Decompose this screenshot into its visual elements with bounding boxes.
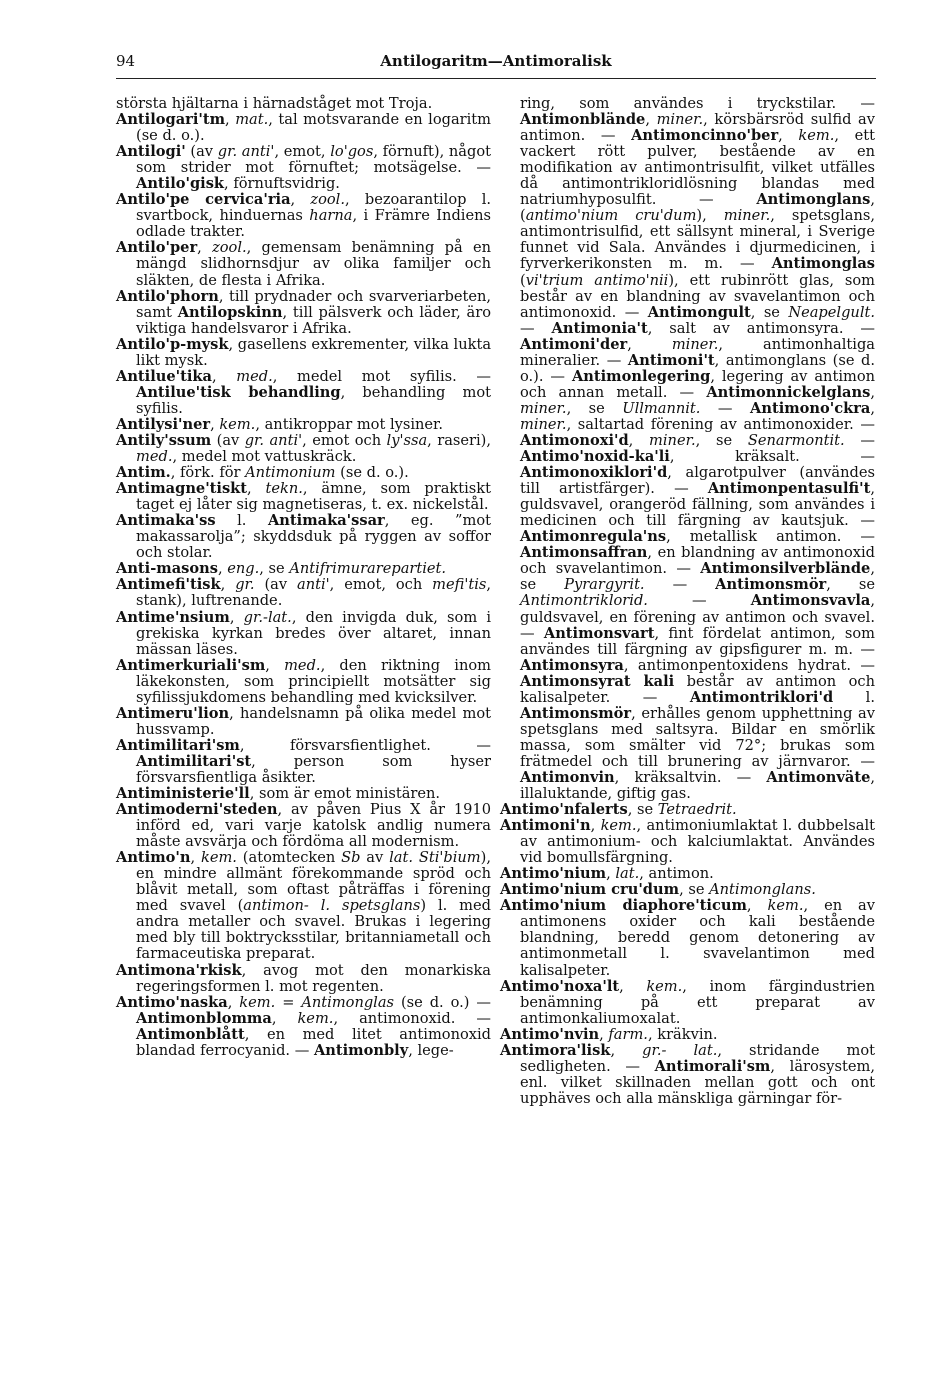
entry-text: ring, som användes i tryckstilar. — [520,95,875,112]
entry-text: , avog mot den monarkiska regeringsformen l. mot regenten. [136,961,491,995]
dictionary-entry [116,706,491,738]
dictionary-entry [500,818,875,866]
headword: Antimonsvavla [750,592,871,610]
entry-text: , [217,560,228,578]
headword: Antim. [116,464,171,482]
entry-text: , person som hyser försvarsfientliga åsikter. [136,752,491,786]
headword: Antilogi' [116,143,186,161]
entry-text: , gemensam benämning på en mängd slidhornsdjur av olika familjer och släkten, de flesta i Afrika. [136,239,491,289]
entry-text: , [627,335,672,353]
dictionary-entry [116,850,491,962]
entry-text: , förnuftsvidrig. [224,175,340,193]
italic-text: med. [236,367,273,385]
headword: Antimoni'n [500,817,591,835]
entry-text: , inom färgindustrien benämning på ett preparat av antimonkaliumoxalat. [520,977,875,1027]
entry-text: l. [215,512,268,530]
headword: Antimonia't [551,319,648,337]
italic-text: kem. [200,849,237,867]
headword: Antimonoxiklori'd [520,464,668,482]
dictionary-entry [116,144,491,192]
entry-text: , [197,239,213,257]
headword: Antimonsaffran [520,544,648,562]
entry-text: , lege- [408,1041,454,1059]
dictionary-entry [116,417,491,433]
italic-text: kem. [767,897,804,915]
headword: Antimo'nium [500,865,607,883]
entry-text: , medel mot vattuskräck. [172,448,357,466]
dictionary-entry [116,112,491,144]
dictionary-entry [116,513,491,561]
entry-text: — [647,592,751,610]
headword: Antilo'pe cervica'ria [116,191,291,209]
entry-text: , se [750,303,789,321]
italic-text: kem. [646,977,683,995]
italic-text: vi'trium antimo'nii [525,271,669,289]
entry-text: , [870,383,875,401]
entry-text: , eg. ”mot makassarolja”; skyddsduk på ryggen av soffor och stolar. [136,512,491,562]
dictionary-entry [116,658,491,706]
italic-text: ly'ssa [386,431,428,449]
italic-text: kem. [297,1009,334,1027]
entry-text: , [645,111,657,129]
entry-text: , emot, [274,143,331,161]
entry-text: , [190,849,201,867]
entry-text: , antimon. [639,865,714,883]
italic-text: miner. [520,415,567,433]
entry-text: , [220,576,236,594]
entry-text: , [606,865,616,883]
entry-text: , av påven Pius X år 1910 införd ed, vari varje katolsk andlig numera måste avsvärja och fördöma all modernism. [136,801,491,851]
entry-text: , kräksalt. — [669,448,875,466]
headword: Antimonregula'ns [520,528,667,546]
italic-text: Ullmannit. [622,399,701,417]
italic-text: miner. [723,207,771,225]
headword: Antimonsilverblände [700,560,871,578]
italic-text: Antimonglas [301,993,395,1011]
headword: Antilogari'tm [116,111,226,129]
italic-text: eng. [227,560,260,578]
entry-text: , emot, och [329,576,433,594]
dictionary-entry [116,786,491,802]
entry-text: , [628,431,650,449]
entry-text: , antikroppar mot lysiner. [255,415,444,433]
entry-text: , se [695,431,748,449]
entry-text: , spetsglans, antimontrisulfid, ett sällsynt mineral, i Sverige funnet vid Sala. Användes i djurmedicinen, i fyrverkerikonsten m. m. — [520,207,875,273]
entry-text: — [520,319,552,337]
dictionary-entry [116,963,491,995]
headword: Antimono'ckra [750,399,871,417]
entry-text: , [229,608,244,626]
italic-text: anti' [297,576,330,594]
italic-text: mefi'tis [432,576,487,594]
italic-text: Antifrimurarepartiet. [289,560,447,578]
headword: Antimonblände [520,111,646,129]
dictionary-entry [116,577,491,609]
entry-text: , till pälsverk och läder, äro viktiga handelsvaror i Afrika. [136,303,491,337]
entry-text: , [778,127,799,145]
headword: Antimilitari'sm [116,736,240,754]
entry-text: , [210,415,220,433]
italic-text: Tetraedrit. [657,801,737,819]
headword: Antimo'nium diaphore'ticum [500,897,747,915]
entry-text: — [700,399,751,417]
entry-text: består av antimon och kalisalpeter. — [520,672,875,706]
headword: Antimilitari'st [136,752,252,770]
headword: Antilo'p-mysk [116,335,229,353]
headword: Antilysi'ner [116,415,211,433]
entry-text: , den invigda duk, som i grekiska kyrkan bredes över altaret, innan mässan läses. [136,608,491,658]
entry-text: , raseri), [427,431,492,449]
headword: Antimo'n [116,849,191,867]
headword: Anti-masons [116,560,218,578]
italic-text: gr.-lat. [243,608,292,626]
italic-text: med. [136,448,173,466]
entry-text: , förk. för [170,464,246,482]
italic-text: zool. [310,191,345,209]
headword: Antimaka'ss [116,512,216,530]
entry-text: , en av antimonens oxider och kali bestående blandning, beredd genom detonering av antimonmetall l. svavelantimon med kalisalpeter. [520,897,875,979]
headword: Antimontriklori'd [689,688,834,706]
headword: Antimo'nvin [500,1025,600,1043]
entry-text: , metallisk antimon. — [666,528,875,546]
entry-text: , se [259,560,290,578]
entry-text: , medel mot syfilis. — [272,367,491,385]
headword: Antimona'rkisk [116,961,242,979]
entry-text: , guldsvavel, orangeröd fällning, som användes i medicinen och till färgning av kautsjuk. — [520,480,875,530]
headword: Antimo'nfalerts [500,801,628,819]
entry-text: , kräksaltvin. — [614,768,767,786]
entry-text: , stank), luftrenande. [136,576,492,610]
italic-text: gr.- lat. [642,1041,718,1059]
italic-text: kem. [219,415,256,433]
entry-text: , guldsvavel, en förening av antimon och svavel. — [520,592,875,642]
entry-text: , en med litet antimonoxid blandad ferrocyanid. — [136,1025,491,1059]
headword: Antilopskinn [177,303,283,321]
italic-text: gr. anti' [244,431,303,449]
headword: Antilue'tisk behandling [136,383,341,401]
entry-text: , illaluktande, giftig gas. [520,768,875,803]
italic-text: antimo'nium cru'dum [525,207,697,225]
entry-text: , som är emot ministären. [249,785,441,803]
italic-text: miner. [671,335,719,353]
entry-text: (atomtecken [236,849,342,867]
entry-text: , [227,993,240,1011]
headword: Antimo'naska [116,993,228,1011]
entry-text: , emot och [302,431,387,449]
headword: Antimeru'lion [116,704,230,722]
dictionary-entry [500,1027,875,1043]
entry-text: , [265,656,285,674]
headword: Antilo'per [116,239,198,257]
headword: Antimonsyrat kali [520,672,675,690]
dictionary-entry [116,240,491,288]
headword: Antimaka'ssar [267,512,385,530]
headword: Antimoderni'steden [116,801,278,819]
dictionary-entry [500,882,875,898]
entry-text: (se d. o.). [335,464,409,482]
entry-text: , tal motsvarande en logaritm (se d. o.). [136,111,491,145]
headword: Antimorali'sm [654,1057,771,1075]
headword: Antimonglans [756,191,871,209]
entry-text: , bezoarantilop l. svartbock, hinduernas [136,191,491,225]
entry-text: , se [566,399,623,417]
italic-text: kem. [239,993,276,1011]
italic-text: antimon- l. spetsglans [243,897,421,915]
headword: Antilue'tika [116,367,212,385]
dictionary-entry [500,96,875,802]
headword: Antimefi'tisk [116,576,221,594]
italic-text: Pyrargyrit. [564,576,645,594]
italic-text: tekn. [265,480,303,498]
entry-text: , den riktning inom läkekonsten, som principiellt motsätter sig syfilissjukdomens behandling med kvicksilver. [136,656,491,706]
entry-text: , körsbärsröd sulfid av antimon. — [520,111,875,145]
entry-text: , ämne, som praktiskt taget ej låter sig magnetiseras, t. ex. nickelstål. [136,480,491,514]
dictionary-entry [500,866,875,882]
entry-text: , [225,111,236,129]
entry-text: , en blandning av antimonoxid och svavelantimon. — [520,544,875,578]
entry-text: , [746,897,768,915]
entry-text: , handelsnamn på olika medel mot hussvamp. [136,704,491,738]
italic-text: gr. [235,576,255,594]
entry-text: , kräkvin. [647,1025,718,1043]
entry-text: , ett vackert rött pulver, bestående av en modifikation av antimontrisulfit, vilket utfälles då antimontrikloridlösning blandas med natriumhyposulfit. — [520,127,875,209]
entry-text: , saltartad förening av antimonoxider. — [566,415,875,433]
headword: Antimoncinno'ber [631,127,779,145]
italic-text: Senarmontit. [747,431,845,449]
running-head: Antilogaritm—Antimoralisk [380,52,612,70]
entry-text: ), en mindre allmänt förekommande spröd och blåvit metall, som oftast påträffas i förening med svavel ( [136,849,491,915]
dictionary-entry [116,610,491,658]
entry-text: , se [520,560,875,594]
headword: Antimonväte [766,768,871,786]
page-number: 94 [116,52,136,70]
italic-text: zool. [212,239,247,257]
italic-text: Sb [341,849,361,867]
entry-text: , antimonpentoxidens hydrat. — [623,656,875,674]
headword: Antimonsmör [520,704,632,722]
dictionary-entry [116,369,491,417]
dictionary-entry [116,433,491,465]
headword: Antimonblått [136,1025,245,1043]
headword: Antimonpentasulfi't [707,480,871,498]
entry-text: = [275,993,302,1011]
headword: Antimonsvart [543,624,655,642]
headword: Antimonnickelglans [706,383,871,401]
headword: Antimagne'tiskt [116,480,248,498]
entry-text: , till prydnader och svarveriarbeten, samt [136,287,491,321]
headword: Antimonlegering [571,367,711,385]
italic-text: farm. [608,1025,648,1043]
headword: Antimonsyra [520,656,624,674]
entry-text: ), ett rubinrött glas, som består av en blandning av svavelantimon och antimonoxid. — [520,271,876,321]
headword: Antimerkuriali'sm [116,656,266,674]
headword: Antime'nsium [116,608,230,626]
dictionary-entry [116,738,491,786]
entry-text: , legering av antimon och annan metall. — [520,367,876,401]
entry-text: , [211,367,237,385]
entry-text: , antimonhaltiga mineralier. — [520,335,876,369]
entry-text: , se [679,881,710,899]
entry-text: l. [833,688,875,706]
italic-text: lo'gos [330,143,374,161]
headword: Antimo'noxa'lt [500,977,620,995]
dictionary-entry [116,481,491,513]
entry-text: , [271,1009,298,1027]
italic-text: kem. [600,817,637,835]
entry-text: , erhålles genom upphettning av spetsglans med saltsyra. Bildar en smörlik massa, som smälter vid 72°; brukas som frätmedel och till brunering av järnvaror. — [520,704,875,770]
entry-text: ), [696,207,724,225]
entry-text: , i Främre Indiens odlade trakter. [136,207,491,241]
dictionary-entry [500,802,875,818]
entry-text: ( [520,271,526,289]
italic-text: med. [284,656,321,674]
right-column [500,96,875,1107]
entry-text: , fint fördelat antimon, som användes till färgning av gipsfigurer m. m. — [520,624,875,658]
italic-text: gr. anti' [217,143,275,161]
entry-text: , antimonglans (se d. o.). — [520,351,875,385]
headword: Antilo'phorn [116,287,219,305]
entry-text: (se d. o.) — [394,993,492,1011]
entry-text: , stridande mot sedligheten. — [520,1041,876,1075]
entry-text: ) l. med andra metaller och svavel. Brukas i legering med bly till boktrycksstilar, britanniametall och farmaceutiska preparat. [136,897,491,963]
entry-text: , försvarsfientlighet. — [239,736,491,754]
headword: Antiministerie'll [116,785,250,803]
entry-text: , förnuft), något som strider mot förnuftet; motsägelse. — [136,143,492,177]
italic-text: miner. [649,431,696,449]
headword: Antimonbly [313,1041,409,1059]
entry-text: — [644,576,716,594]
italic-text: lat. [615,865,640,883]
headword: Antimonsmör [715,576,827,594]
entry-text: (av [254,576,297,594]
entry-text: , [247,480,266,498]
entry-text: av [360,849,390,867]
italic-text: harna [309,207,353,225]
headword: Antimoni'der [520,335,628,353]
headword: Antily'ssum [116,431,212,449]
italic-text: mat. [235,111,269,129]
page-header [116,50,876,79]
dictionary-entry [116,337,491,369]
entry-text: , [610,1041,643,1059]
entry-text: (av [185,143,218,161]
italic-text: miner. [520,399,567,417]
dictionary-entry [116,96,491,112]
entry-text: största hjältarna i härnadståget mot Troja. [116,95,433,112]
dictionary-entry [116,289,491,337]
headword: Antimonglas [771,255,875,273]
entry-text: , [590,817,601,835]
italic-text: Neapelgult. [788,303,875,321]
entry-text: , behandling mot syfilis. [136,383,491,417]
dictionary-entry [500,979,875,1027]
dictionary-entry [116,802,491,850]
italic-text: lat. Sti'bium [389,849,481,867]
entry-text: , lärosystem, enl. vilket skillnaden mellan gott och ont upphäves och alla mänskliga gärningar för- [520,1057,875,1107]
entry-text: , [870,399,876,417]
dictionary-entry [116,192,491,240]
entry-text: , se [826,576,876,594]
entry-text: , [599,1025,609,1043]
headword: Antimora'lisk [500,1041,611,1059]
dictionary-entry [116,561,491,577]
entry-text: , se [627,801,658,819]
italic-text: Antimonium [245,464,336,482]
italic-text: miner. [656,111,704,129]
italic-text: kem. [798,127,835,145]
entry-text: , salt av antimonsyra. — [647,319,875,337]
headword: Antimonoxi'd [520,431,629,449]
left-column [116,96,491,1059]
italic-text: Antimonglans. [709,881,816,899]
headword: Antimo'nium cru'dum [500,881,680,899]
headword: Antimongult [647,303,751,321]
dictionary-entry [116,465,491,481]
entry-text: , ( [520,191,875,225]
italic-text: Antimontriklorid. [520,592,648,610]
headword: Antilo'gisk [136,175,225,193]
headword: Antimo'noxid-ka'li [520,448,670,466]
entry-text: (av [211,431,245,449]
entry-text: , algarotpulver (användes till artistfärger). — [520,464,875,498]
entry-text: , [290,191,311,209]
dictionary-entry [500,1043,875,1107]
dictionary-entry [500,898,875,978]
entry-text: , antimoniumlaktat l. dubbelsalt av antimonium- och kalciumlaktat. Användes vid bomullsfärgning. [520,817,876,867]
entry-text: , gasellens exkrementer, vilka lukta likt mysk. [136,335,492,369]
entry-text: , antimonoxid. — [333,1009,491,1027]
dictionary-entry [116,995,491,1059]
entry-text: , [619,977,647,995]
entry-text: — [844,431,875,449]
headword: Antimonblomma [136,1009,272,1027]
headword: Antimoni't [627,351,715,369]
headword: Antimonvin [520,768,615,786]
